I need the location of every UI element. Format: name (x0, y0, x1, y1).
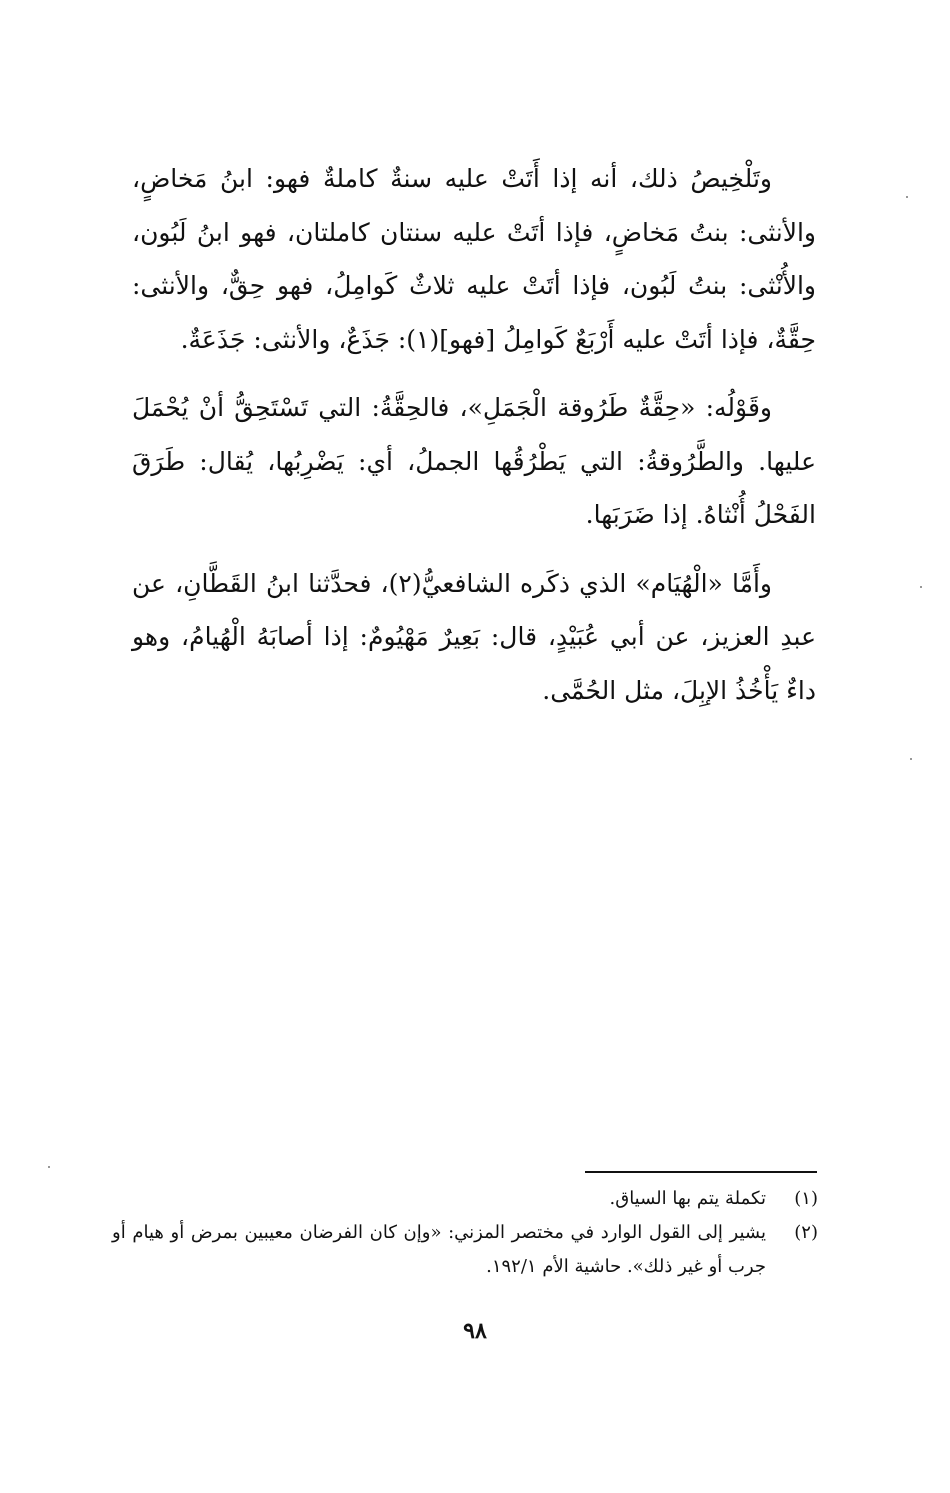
footnote-2 (112, 1216, 818, 1284)
paragraph-3: وأَمَّا «الْهُيَام» الذي ذكَره الشافعيُّ(٢)، فحدَّثنا ابنُ القَطَّانِ، عن عبدِ العزيز، عن أبي عُبَيْدٍ، قال: بَعِيرٌ مَهْيُومٌ: إذا أصابَهُ الْهُيامُ، وهو داءٌ يَأْخُذُ الإبِلَ، مثل الحُمَّى. (132, 568, 816, 705)
scan-speck (910, 758, 912, 760)
scan-speck (920, 586, 922, 588)
footnote-1 (112, 1182, 818, 1216)
footnotes (112, 1182, 818, 1284)
paragraph-1: وتَلْخِيصُ ذلك، أنه إذا أَتَتْ عليه سنةٌ كاملةٌ فهو: ابنُ مَخاضٍ، والأنثى: بنتُ مَخاضٍ، فإذا أتَتْ عليه سنتان كاملتان، فهو ابنُ لَبُون، والأُنْثى: بنتُ لَبُون، فإذا أتَتْ عليه ثلاثٌ كَوامِلُ، فهو حِقٌّ، والأنثى: حِقَّةٌ، فإذا أتَتْ عليه أَرْبَعٌ كَوامِلُ [فهو](١): جَذَعٌ، والأنثى: جَذَعَةٌ. (132, 164, 816, 354)
footnote-text: يشير إلى القول الوارد في مختصر المزني: «وإن كان الفرضان معيبين بمرض أو هيام أو جرب أو غير ذلك». حاشية الأم ١٩٢/١. (112, 1222, 766, 1277)
main-text (132, 152, 816, 717)
footnote-text: تكملة يتم بها السياق. (609, 1188, 766, 1209)
page-number: ٩٨ (463, 1318, 487, 1344)
footnote-marker: (١) (794, 1188, 818, 1209)
footnote-marker: (٢) (794, 1222, 818, 1243)
paragraph-2: وقَوْلُه: «حِقَّةٌ طَرُوقة الْجَمَلِ»، فالحِقَّةُ: التي تَسْتَحِقُّ أنْ يُحْمَلَ عليها. والطَّرُوقةُ: التي يَطْرُقُها الجملُ، أي: يَضْرِبُها، يُقال: طَرَقَ الفَحْلُ أُنْثاهُ. إذا ضَرَبَها. (132, 393, 816, 529)
scan-speck (48, 1166, 50, 1168)
footnote-separator (585, 1171, 817, 1173)
scan-speck (906, 196, 908, 198)
